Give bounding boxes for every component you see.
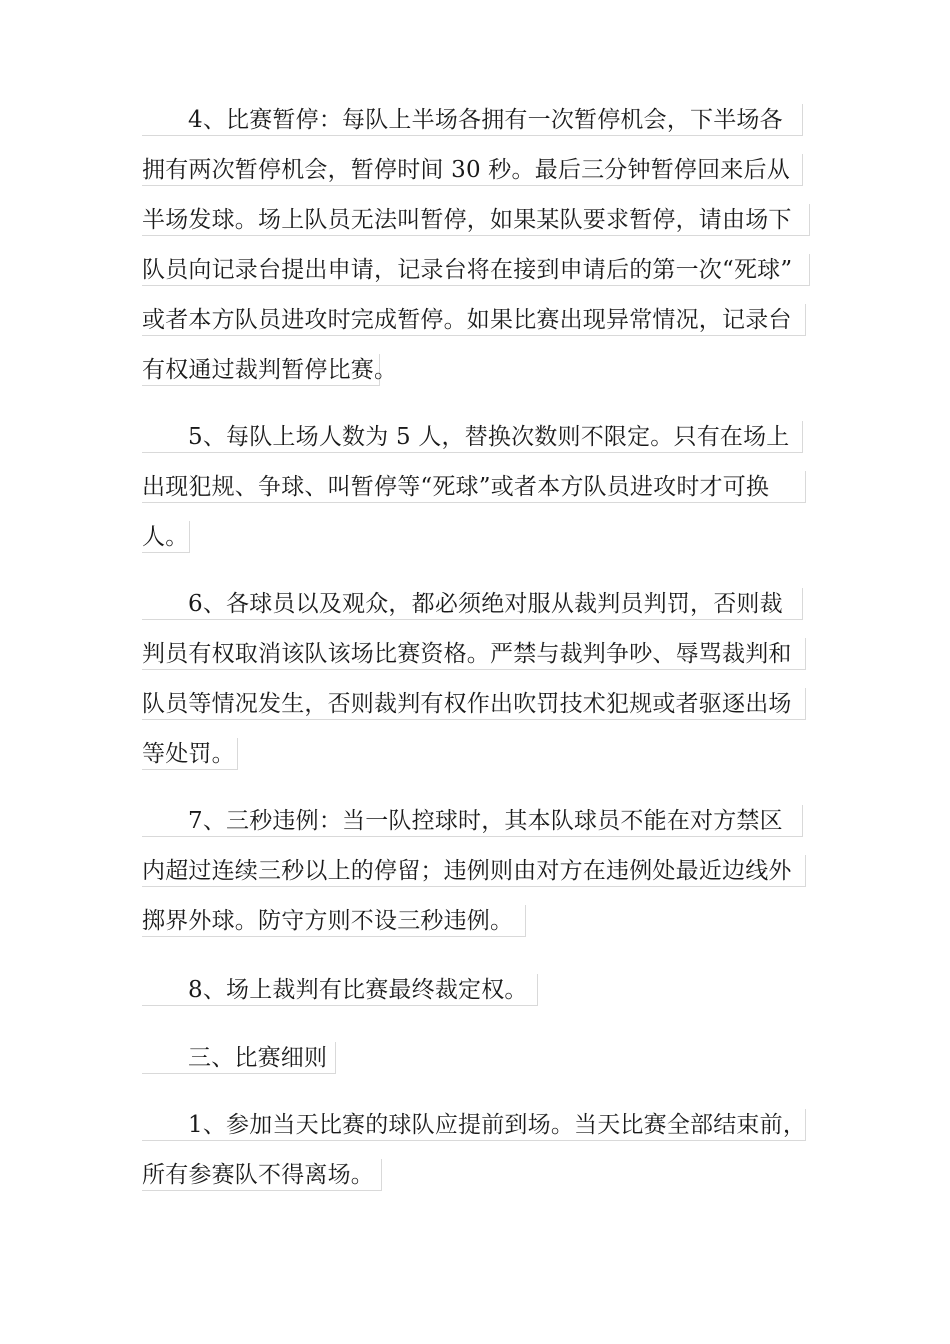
text-line: 队员向记录台提出申请，记录台将在接到申请后的第一次“死球” bbox=[142, 254, 810, 286]
text-line: 判员有权取消该队该场比赛资格。严禁与裁判争吵、辱骂裁判和 bbox=[142, 638, 806, 670]
text-line: 内超过连续三秒以上的停留；违例则由对方在违例处最近边线外 bbox=[142, 855, 806, 887]
text-line: 7、三秒违例：当一队控球时，其本队球员不能在对方禁区 bbox=[142, 805, 803, 837]
text-line: 出现犯规、争球、叫暂停等“死球”或者本方队员进攻时才可换 bbox=[142, 471, 806, 503]
text-line: 1、参加当天比赛的球队应提前到场。当天比赛全部结束前， bbox=[142, 1109, 806, 1141]
text-line: 或者本方队员进攻时完成暂停。如果比赛出现异常情况，记录台 bbox=[142, 304, 806, 336]
text-line: 拥有两次暂停机会，暂停时间 30 秒。最后三分钟暂停回来后从 bbox=[142, 154, 803, 186]
text-line: 5、每队上场人数为 5 人，替换次数则不限定。只有在场上 bbox=[142, 421, 803, 453]
section-title: 三、比赛细则 bbox=[142, 1042, 336, 1074]
text-line: 掷界外球。防守方则不设三秒违例。 bbox=[142, 905, 526, 937]
text-line: 所有参赛队不得离场。 bbox=[142, 1159, 382, 1191]
text-line: 有权通过裁判暂停比赛。 bbox=[142, 354, 380, 386]
text-line: 4、比赛暂停：每队上半场各拥有一次暂停机会，下半场各 bbox=[142, 104, 803, 136]
text-line: 等处罚。 bbox=[142, 738, 238, 770]
text-line: 6、各球员以及观众，都必须绝对服从裁判员判罚，否则裁 bbox=[142, 588, 803, 620]
text-line: 队员等情况发生，否则裁判有权作出吹罚技术犯规或者驱逐出场 bbox=[142, 688, 806, 720]
text-line: 半场发球。场上队员无法叫暂停，如果某队要求暂停，请由场下 bbox=[142, 204, 810, 236]
text-line: 人。 bbox=[142, 521, 190, 553]
text-line: 8、场上裁判有比赛最终裁定权。 bbox=[142, 974, 538, 1006]
